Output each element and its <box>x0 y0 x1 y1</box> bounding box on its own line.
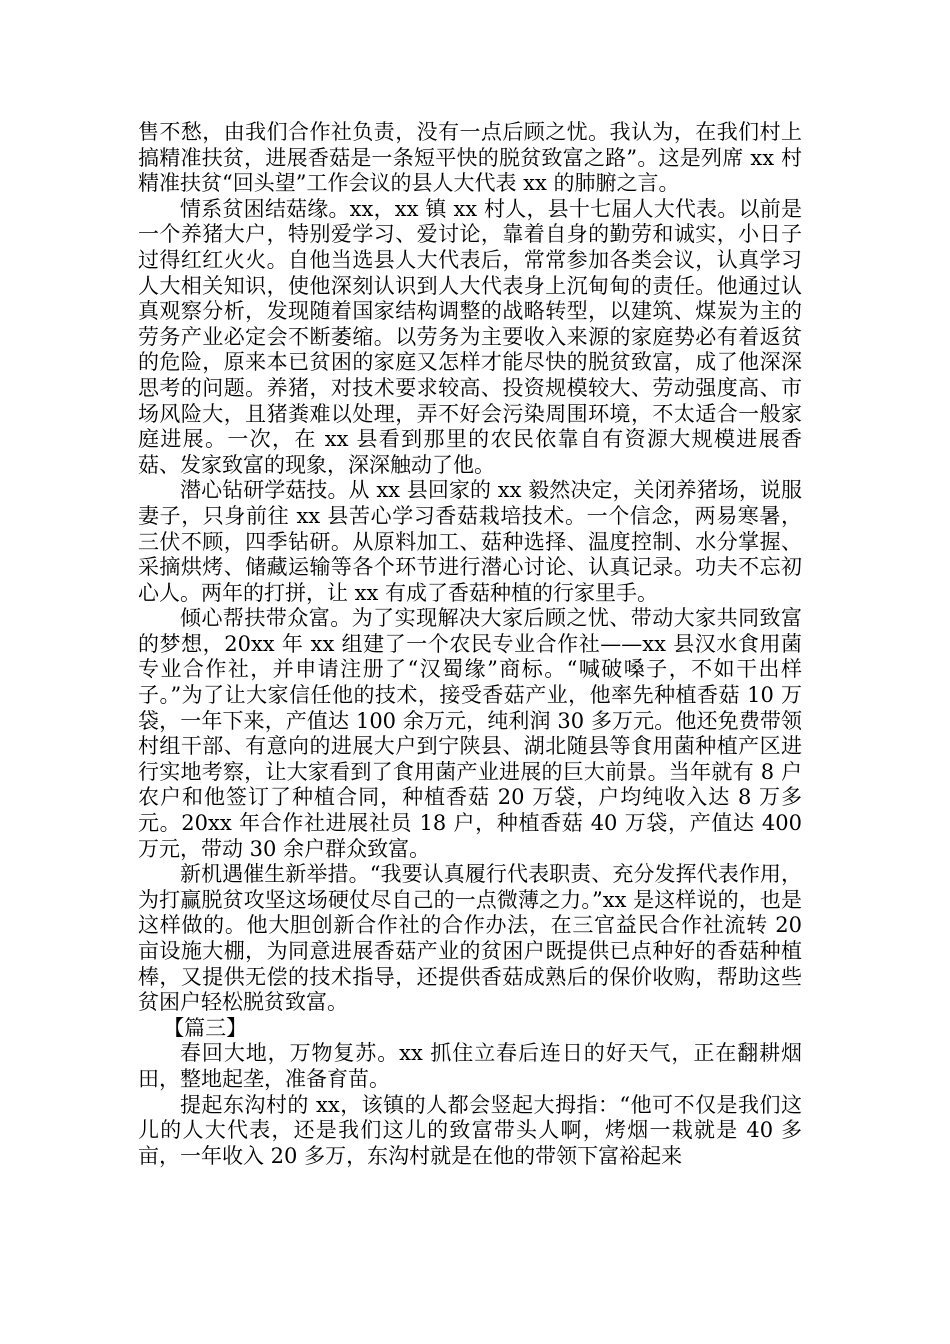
paragraph-2: 情系贫困结菇缘。xx，xx 镇 xx 村人，县十七届人大代表。以前是一个养猪大户，特别爱学习、爱讨论，靠着自身的勤劳和诚实，小日子过得红红火火。自他当选县人大代表后，常常参加各类会议，认真学习人大相关知识，使他深刻认识到人大代表身上沉甸甸的责任。他通过认真观察分析，发现随着国家结构调整的战略转型，以建筑、煤炭为主的劳务产业必定会不断萎缩。以劳务为主要收入来源的家庭势必有着返贫的危险，原来本已贫困的家庭又怎样才能尽快的脱贫致富，成了他深深思考的问题。养猪，对技术要求较高、投资规模较大、劳动强度高、市场风险大，且猪粪难以处理，弄不好会污染周围环境，不太适合一般家庭进展。一次，在 xx 县看到那里的农民依靠自有资源大规模进展香菇、发家致富的现象，深深触动了他。 <box>138 196 802 477</box>
paragraph-3: 潜心钻研学菇技。从 xx 县回家的 xx 毅然决定，关闭养猪场，说服妻子，只身前往 xx 县苦心学习香菇栽培技术。一个信念，两易寒暑，三伏不顾，四季钻研。从原料加工、菇种选择、温度控制、水分掌握、采摘烘烤、储藏运输等各个环节进行潜心讨论、认真记录。功夫不忘初心人。两年的打拼，让 xx 有成了香菇种植的行家里手。 <box>138 478 802 605</box>
paragraph-1: 售不愁，由我们合作社负责，没有一点后顾之忧。我认为，在我们村上搞精准扶贫，进展香菇是一条短平快的脱贫致富之路”。这是列席 xx 村精准扶贫“回头望”工作会议的县人大代表 xx 的肺腑之言。 <box>138 120 802 196</box>
paragraph-4: 倾心帮扶带众富。为了实现解决大家后顾之忧、带动大家共同致富的梦想，20xx 年 xx 组建了一个农民专业合作社——xx 县汉水食用菌专业合作社，并申请注册了“汉蜀缘”商标。“喊破嗓子，不如干出样子。”为了让大家信任他的技术，接受香菇产业，他率先种植香菇 10 万袋，一年下来，产值达 100 余万元，纯利润 30 多万元。他还免费带领村组干部、有意向的进展大户到宁陕县、湖北随县等食用菌种植产区进行实地考察，让大家看到了食用菌产业进展的巨大前景。当年就有 8 户农户和他签订了种植合同，种植香菇 20 万袋，户均纯收入达 8 万多元。20xx 年合作社进展社员 18 户，种植香菇 40 万袋，产值达 400 万元，带动 30 余户群众致富。 <box>138 606 802 861</box>
paragraph-6: 春回大地，万物复苏。xx 抓住立春后连日的好天气，正在翻耕烟田，整地起垄，准备育苗。 <box>138 1041 802 1091</box>
section-heading: 【篇三】 <box>163 1015 248 1040</box>
paragraph-7: 提起东沟村的 xx，该镇的人都会竖起大拇指：“他可不仅是我们这儿的人大代表，还是我们这儿的致富带头人啊，烤烟一栽就是 40 多亩，一年收入 20 多万，东沟村就是在他的带领下富裕起来 <box>138 1092 802 1168</box>
paragraph-5: 新机遇催生新举措。“我要认真履行代表职责、充分发挥代表作用，为打赢脱贫攻坚这场硬仗尽自己的一点微薄之力。”xx 是这样说的，也是这样做的。他大胆创新合作社的合作办法，在三官益民合作社流转 20 亩设施大棚，为同意进展香菇产业的贫困户既提供已点种好的香菇种植棒，又提供无偿的技术指导，还提供香菇成熟后的保价收购，帮助这些贫困户轻松脱贫致富。 <box>138 862 802 1015</box>
document-body <box>138 120 802 1169</box>
